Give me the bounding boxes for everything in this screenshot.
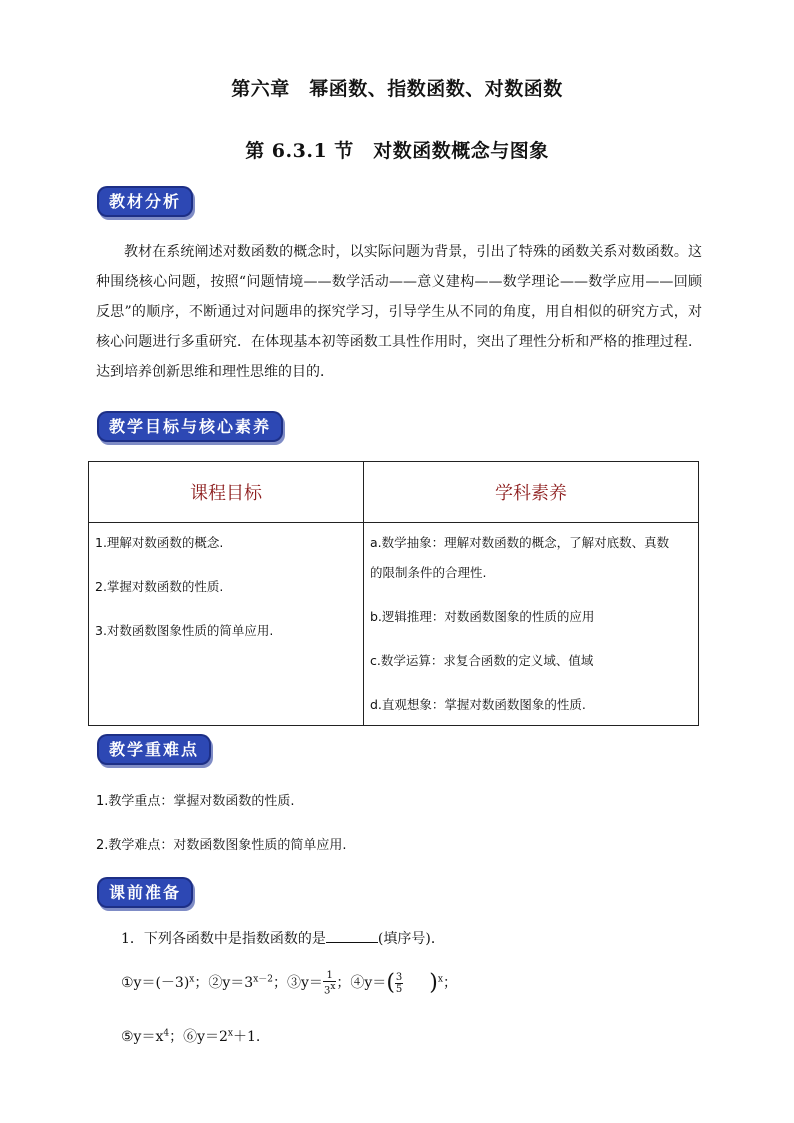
question-1-suffix: (填序号)． <box>377 931 445 947</box>
fraction-numerator: 1 <box>323 970 336 982</box>
header-course-goals: 课程目标 <box>89 462 364 523</box>
literacy-item: b.逻辑推理：对数函数图象的性质的应用 <box>370 609 595 624</box>
literacy-item: a.数学抽象：理解对数函数的概念，了解对底数、真数 <box>370 535 670 550</box>
badge-keypoints: 教学重难点 <box>99 736 209 763</box>
question-1-prefix: 1．下列各函数中是指数函数的是 <box>121 931 326 947</box>
options-line-1 <box>121 970 457 996</box>
option-4: ④y＝ <box>350 975 387 992</box>
option-3-fraction <box>323 970 336 996</box>
analysis-paragraph: 教材在系统阐述对数函数的概念时，以实际问题为背景，引出了特殊的函数关系对数函数。这种围绕核心问题，按照“问题情境——数学活动——意义建构——数学理论——数学应用——回顾反思”的顺序，不断通过对问题串的探究学习，引导学生从不同的角度，用自相似的研究方式，对核心问题进行多重研究．在体现基本初等函数工具性作用时，突出了理性分析和严格的推理过程．达到培养创新思维和理性思维的目的． <box>96 244 702 380</box>
difficult-point: 2.教学难点：对数函数图象性质的简单应用. <box>96 838 347 853</box>
goal-item: 3.对数函数图象性质的简单应用. <box>95 623 274 638</box>
options-line-2 <box>121 1026 260 1046</box>
key-point: 1.教学重点：掌握对数函数的性质. <box>96 794 295 809</box>
separator: ； <box>169 1029 184 1045</box>
literacy-item: d.直观想象：掌握对数函数图象的性质. <box>370 697 586 712</box>
option-3: ③y＝ <box>287 975 323 992</box>
paren-left: ( <box>386 970 395 996</box>
question-1 <box>121 928 445 948</box>
course-goals-cell <box>89 523 364 726</box>
separator: ； <box>336 975 351 992</box>
fraction-numerator: 3 <box>395 971 403 983</box>
chapter-title: 第六章 幂函数、指数函数、对数函数 <box>231 78 563 100</box>
header-literacy: 学科素养 <box>364 462 699 523</box>
option-1-exp: x <box>189 974 195 985</box>
fraction-denominator <box>323 982 336 996</box>
badge-analysis: 教材分析 <box>99 188 191 215</box>
option-6-exp: x <box>227 1028 233 1039</box>
option-4-exp: x <box>437 974 443 985</box>
paren-right: ) <box>429 970 438 996</box>
fraction-den-base: 3 <box>323 985 331 997</box>
fraction-den-exp: x <box>330 982 336 992</box>
separator: ； <box>194 975 209 992</box>
separator: ； <box>442 975 457 992</box>
badge-goals: 教学目标与核心素养 <box>99 413 281 440</box>
section-title: 第 6.3.1 节 对数函数概念与图象 <box>245 140 549 162</box>
badge-prep: 课前准备 <box>99 879 191 906</box>
goal-item: 1.理解对数函数的概念. <box>95 535 224 550</box>
goal-item: 2.掌握对数函数的性质. <box>95 579 224 594</box>
goals-table <box>88 461 699 726</box>
option-6-tail: ＋1. <box>233 1029 261 1045</box>
fraction-denominator: 5 <box>395 983 403 995</box>
option-2: ②y＝3 <box>208 975 254 992</box>
option-4-fraction <box>395 972 403 995</box>
literacy-item: 的限制条件的合理性. <box>370 565 487 580</box>
option-2-exp: x－2 <box>253 974 274 985</box>
option-1: ①y＝(－3) <box>121 975 190 992</box>
separator: ； <box>273 975 288 992</box>
answer-blank <box>326 942 378 943</box>
option-5-exp: 4 <box>163 1028 170 1039</box>
literacy-cell <box>364 523 699 726</box>
literacy-item: c.数学运算：求复合函数的定义域、值域 <box>370 653 594 668</box>
option-5: ⑤y＝x <box>121 1029 164 1045</box>
option-6: ⑥y＝2 <box>183 1029 228 1045</box>
